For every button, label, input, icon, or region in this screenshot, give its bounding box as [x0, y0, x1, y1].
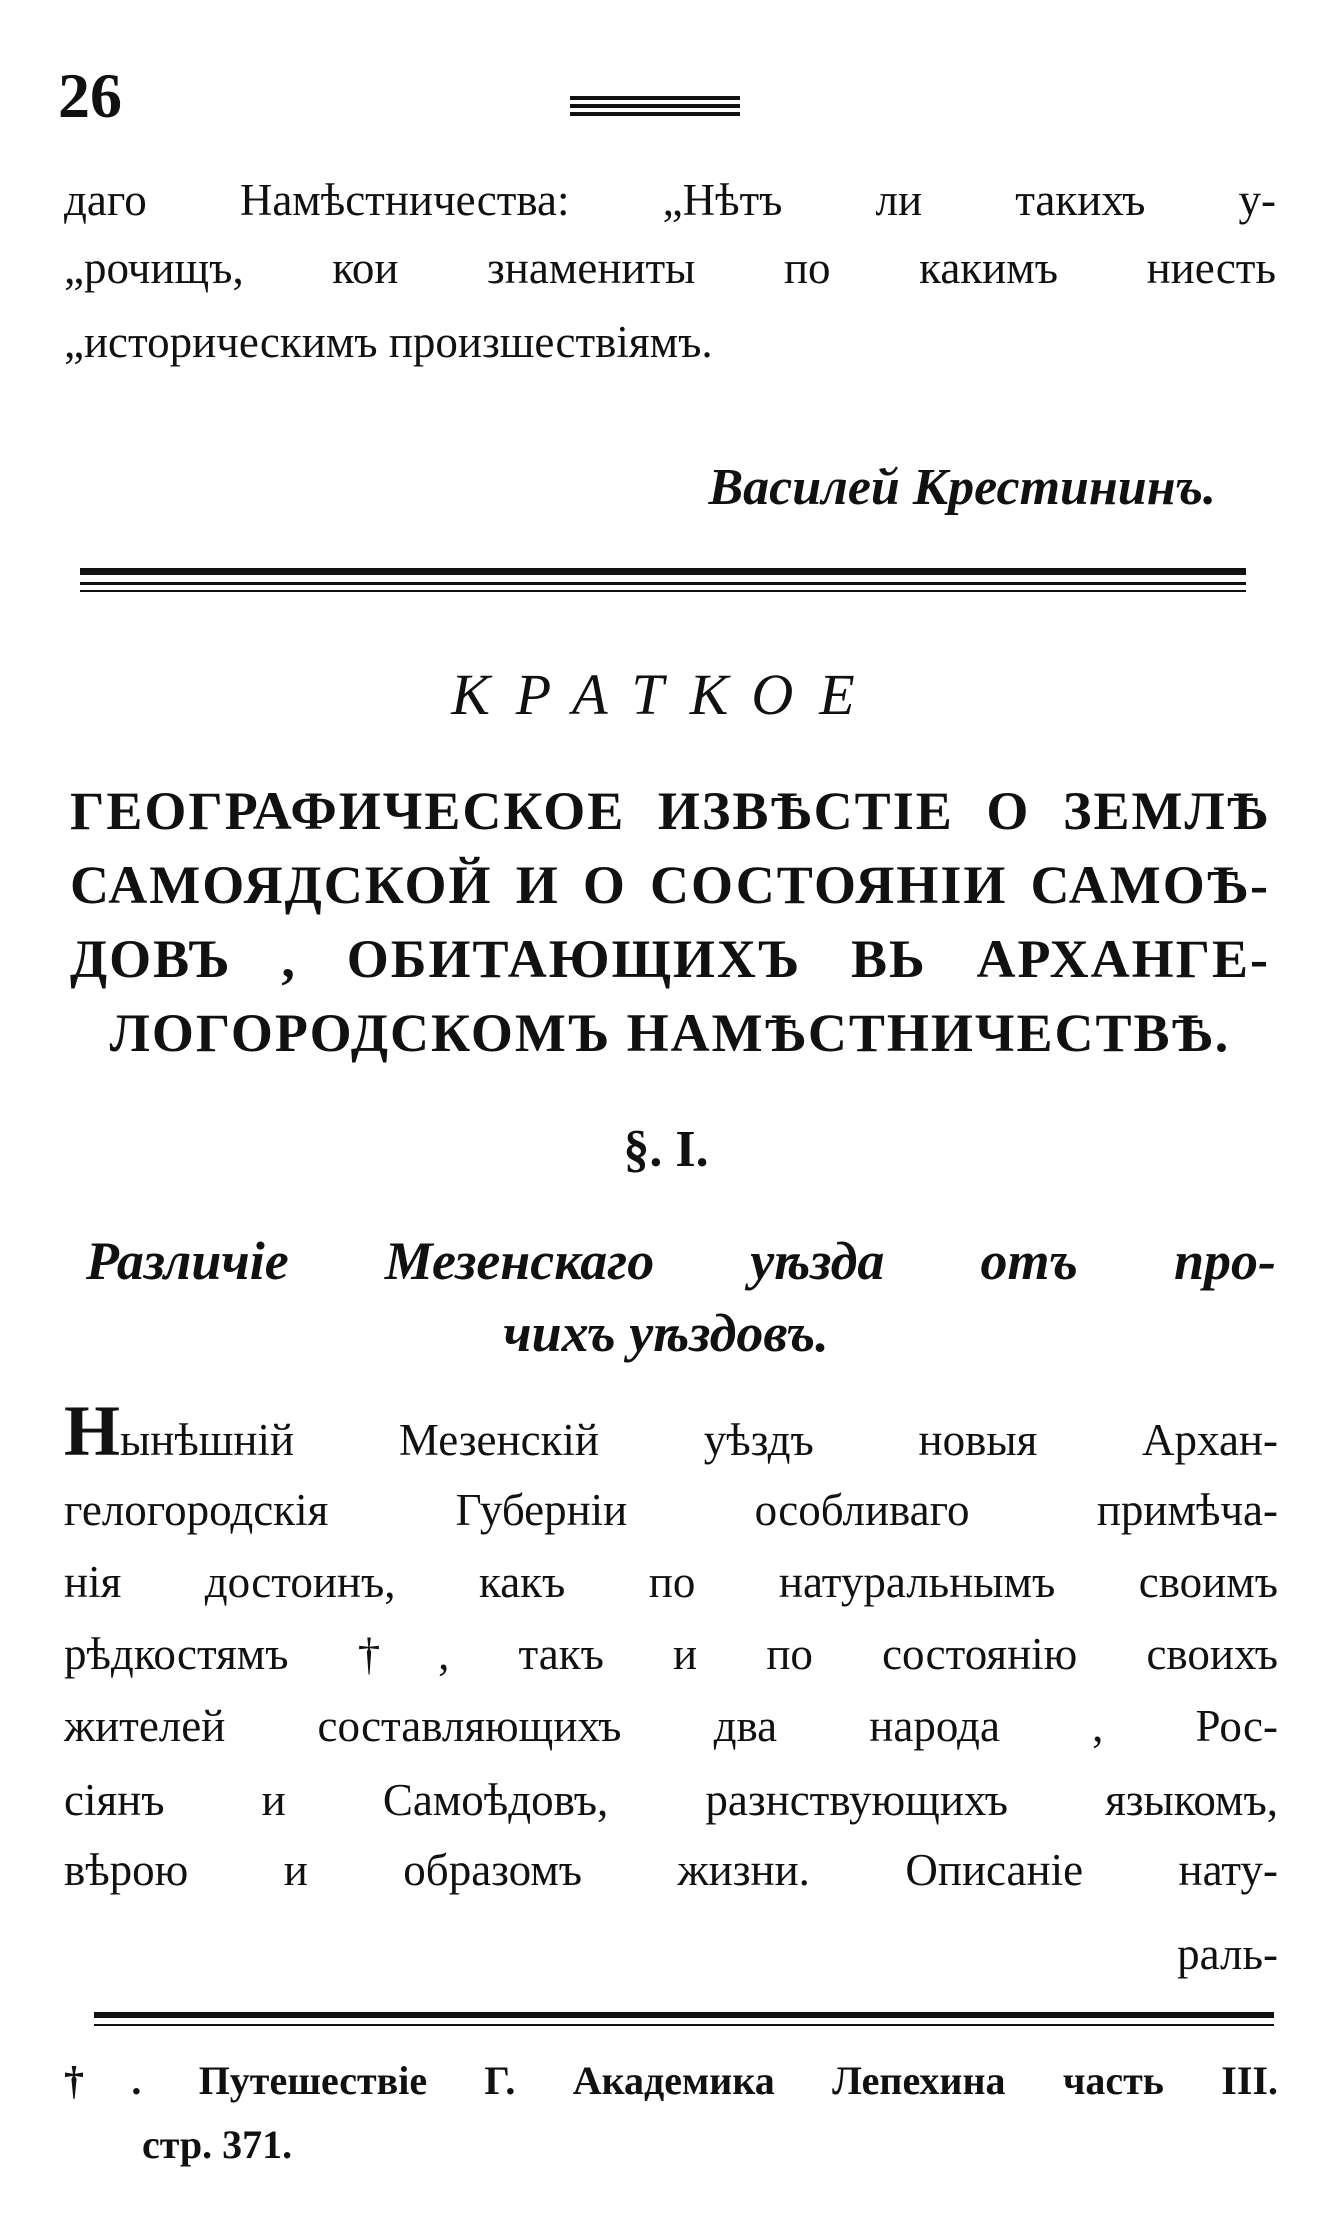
footnote-rule [94, 2012, 1274, 2018]
article-title-line-4: ЛОГОРОДСКОМЪ НАМѢСТНИЧЕСТВѢ. [109, 1003, 1231, 1063]
paragraph-line-2: гелогородскія Губерніи особливаго примѣча- [64, 1485, 1278, 1535]
letter-line-2: „рочищъ, кои знамениты по какимъ ниесть [64, 243, 1276, 293]
article-title-line-2: САМОЯДСКОЙ И О СОСТОЯНІИ САМОѢ- [70, 855, 1270, 915]
section-subtitle-line-2: чихъ уѣздовъ. [503, 1303, 829, 1363]
article-title-line-1: ГЕОГРАФИЧЕСКОЕ ИЗВѢСТІЕ О ЗЕМЛѢ [70, 781, 1270, 841]
page-number: 26 [58, 60, 122, 131]
header-ornament-rule [570, 96, 740, 116]
paragraph-line-3: нія достоинъ, какъ по натуральнымъ своимъ [64, 1557, 1278, 1607]
letter-signature: Василей Крестининъ. [708, 459, 1216, 516]
footnote-line-2: стр. 371. [142, 2122, 293, 2167]
section-mark: §. I. [623, 1121, 709, 1178]
article-title-line-3: ДОВЪ , ОБИТАЮЩИХЪ ВЬ АРХАНГЕ- [70, 929, 1270, 989]
section-divider-rule [80, 568, 1246, 608]
paragraph-line-6: сіянъ и Самоѣдовъ, разнствующихъ языкомъ, [64, 1775, 1278, 1825]
catchword: раль- [1177, 1929, 1278, 1979]
paragraph-line-5: жителей составляющихъ два народа , Рос- [64, 1701, 1278, 1751]
footnote-rule-thin [94, 2024, 1274, 2026]
paragraph-line-7: вѣрою и образомъ жизни. Описаніе нату- [64, 1845, 1278, 1895]
drop-initial: Н [64, 1391, 121, 1471]
paragraph-line-1-text: ынѣшній Мезенскій уѣздъ новыя Архан- [120, 1415, 1278, 1465]
letter-line-1: даго Намѣстничества: „Нѣтъ ли такихъ у- [64, 175, 1276, 225]
letter-line-3: „историческимъ произшествіямъ. [64, 317, 713, 367]
paragraph-line-4: рѣдкостямъ †, такъ и по состоянію своихъ [64, 1629, 1278, 1679]
footnote-line-1: †. Путешествіе Г. Академика Лепехина часть III. [64, 2058, 1278, 2103]
paragraph-line-1 [64, 1391, 1278, 1471]
article-heading-small: КРАТКОЕ [451, 662, 881, 727]
section-subtitle-line-1: Различіе Мезенскаго уѣзда отъ про- [86, 1231, 1276, 1291]
